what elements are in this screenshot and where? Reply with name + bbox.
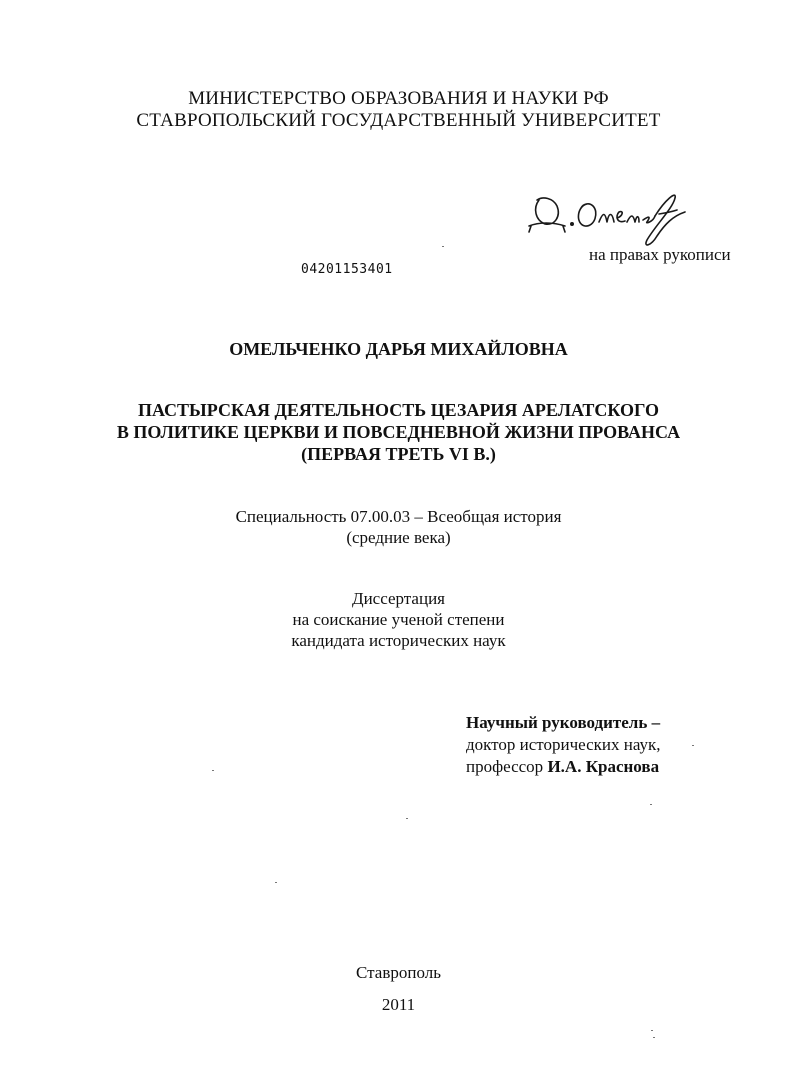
supervisor-name: И.А. Краснова (547, 757, 660, 776)
specialty-line-2: (средние века) (346, 528, 451, 547)
catalog-number: 04201153401 (301, 262, 393, 277)
scan-speck (692, 745, 694, 746)
title-line-1: ПАСТЫРСКАЯ ДЕЯТЕЛЬНОСТЬ ЦЕЗАРИЯ АРЕЛАТСКОГО (137, 400, 660, 420)
dissertation-line-1: Диссертация (351, 589, 445, 608)
footer-year: 2011 (381, 995, 416, 1014)
supervisor-degree: доктор исторических наук, (466, 735, 661, 754)
supervisor-title-prefix: профессор (466, 757, 544, 776)
title-line-3: (ПЕРВАЯ ТРЕТЬ VI В.) (301, 444, 496, 464)
scan-speck (651, 1030, 653, 1031)
scan-speck (406, 818, 408, 819)
scan-speck (653, 1037, 655, 1038)
footer-city: Ставрополь (356, 963, 441, 982)
manuscript-note: на правах рукописи (589, 245, 731, 264)
scan-speck (442, 246, 444, 247)
university-heading: СТАВРОПОЛЬСКИЙ ГОСУДАРСТВЕННЫЙ УНИВЕРСИТЕТ (136, 110, 661, 131)
dissertation-line-2: на соискание ученой степени (292, 610, 505, 629)
dissertation-line-3: кандидата исторических наук (291, 631, 506, 650)
handwritten-signature (525, 186, 690, 251)
supervisor-label: Научный руководитель – (466, 713, 661, 732)
scan-speck (275, 882, 277, 883)
supervisor-title (466, 757, 659, 777)
scan-speck (212, 770, 214, 771)
scan-speck (650, 804, 652, 805)
author-name: ОМЕЛЬЧЕНКО ДАРЬЯ МИХАЙЛОВНА (229, 339, 568, 359)
title-line-2: В ПОЛИТИКЕ ЦЕРКВИ И ПОВСЕДНЕВНОЙ ЖИЗНИ ПРОВАНСА (116, 422, 681, 442)
specialty-line-1: Специальность 07.00.03 – Всеобщая история (235, 507, 562, 526)
ministry-heading: МИНИСТЕРСТВО ОБРАЗОВАНИЯ И НАУКИ РФ (188, 88, 609, 109)
